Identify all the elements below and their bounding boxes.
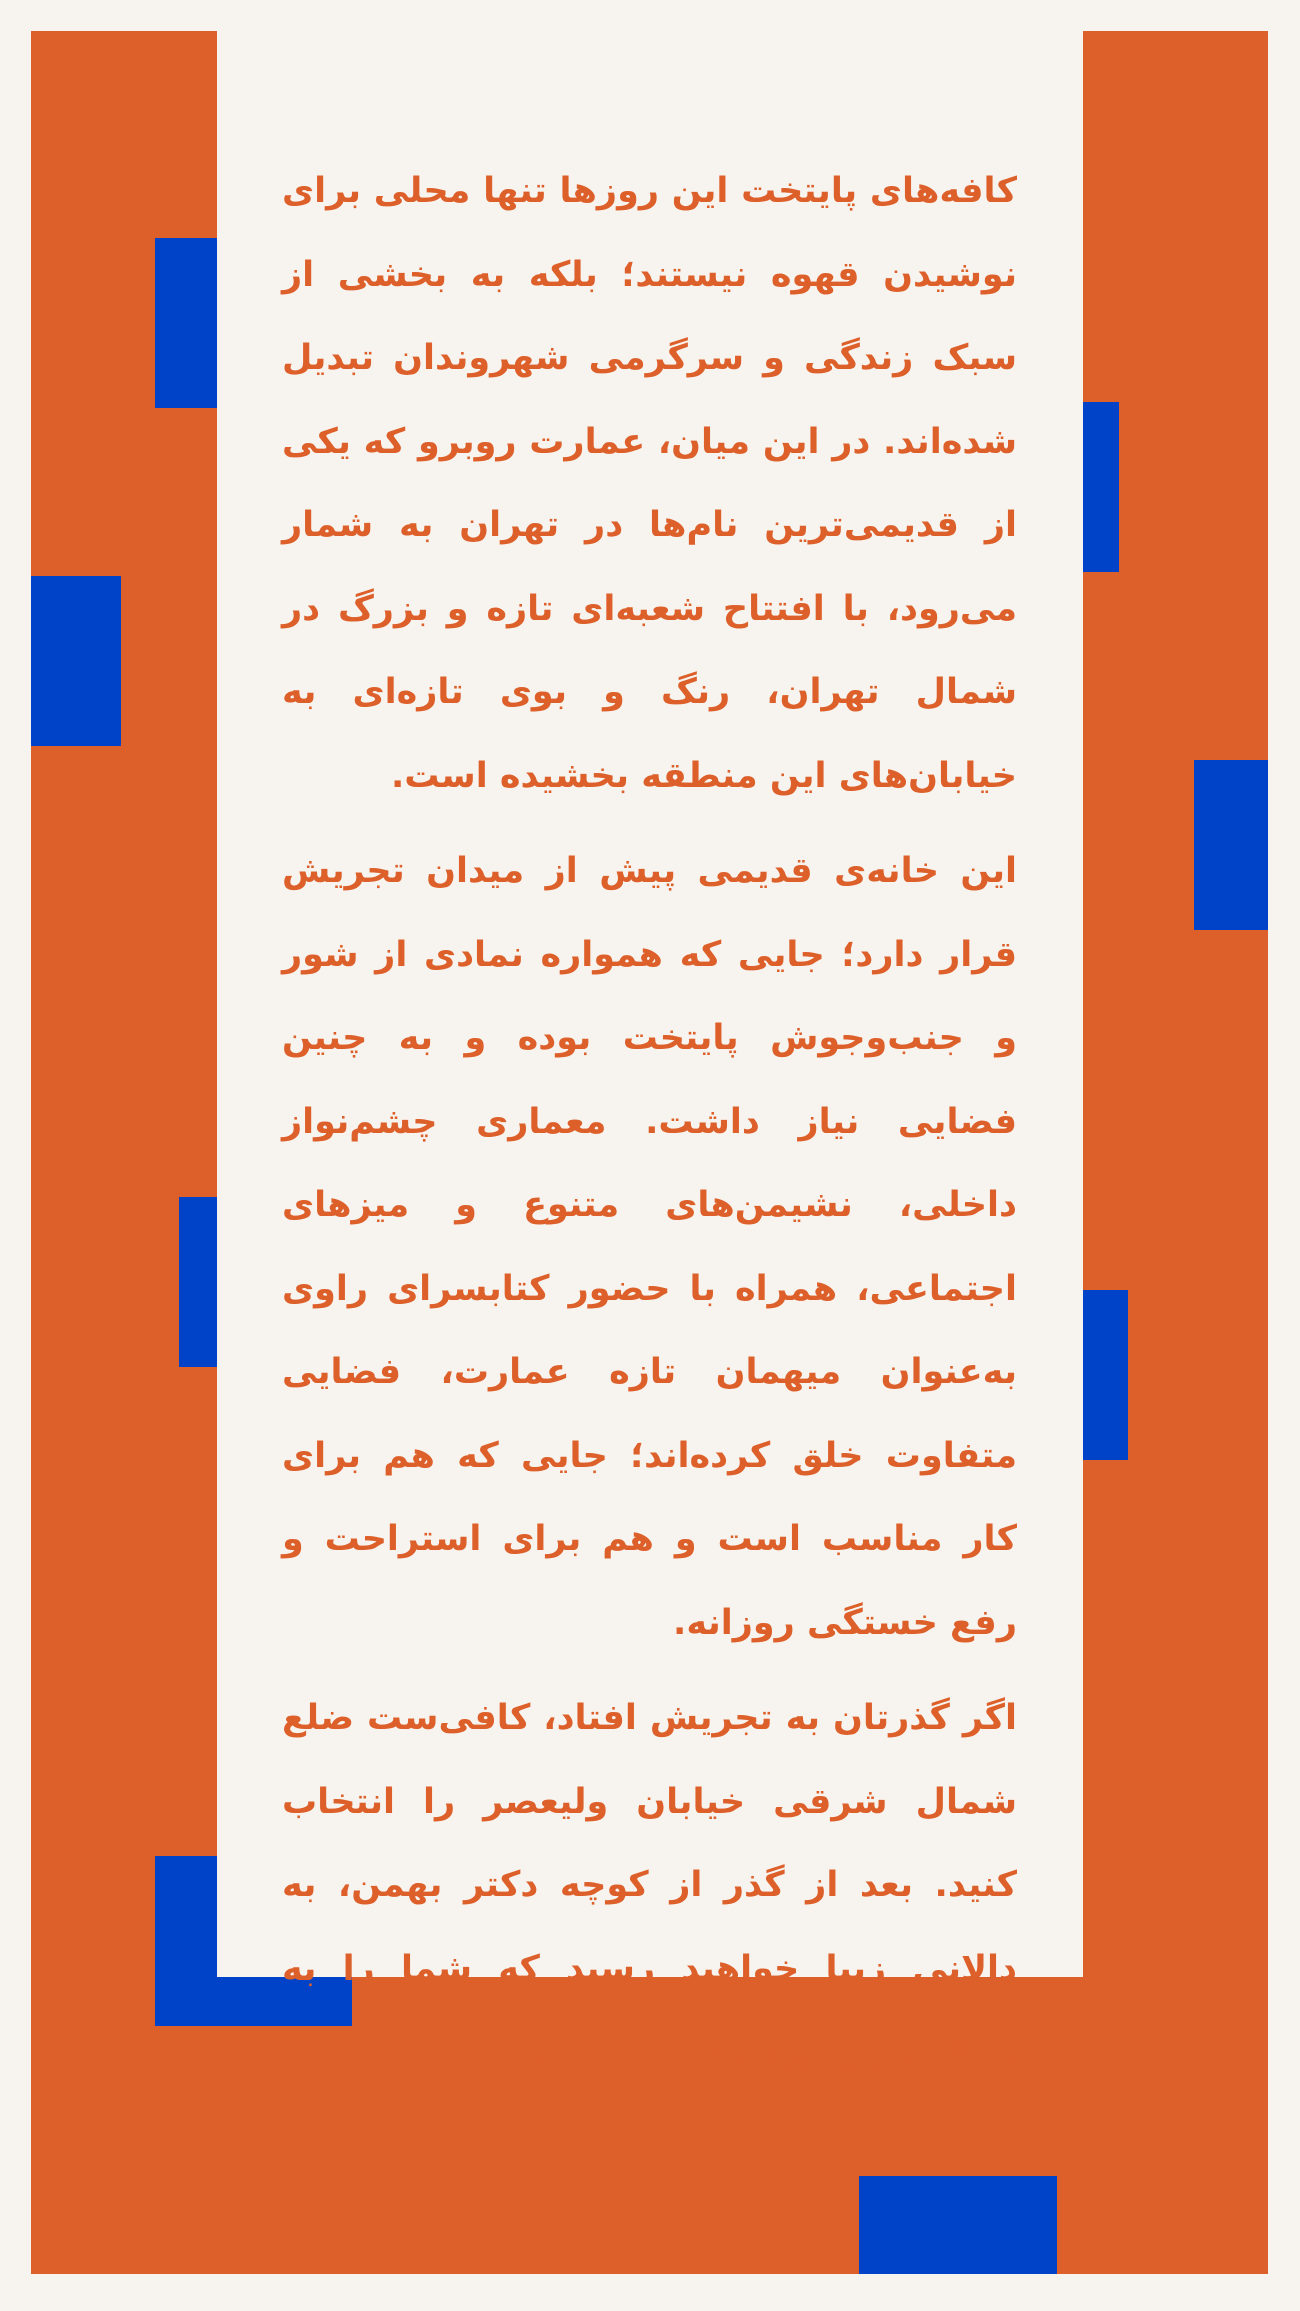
blue-block-left-top xyxy=(155,238,219,408)
article-paragraph-3: اگر گذرتان به تجریش افتاد، کافی‌ست ضلع شمال شرقی خیابان ولیعصر را انتخاب کنید. بعد از گذر از کوچه دکتر بهمن، به دالانی زیبا خواهید رسید که شما را به عمارت روبرو هدایت می‌کند. xyxy=(282,1698,1017,2072)
blue-block-bottom xyxy=(859,2176,1057,2274)
blue-block-right-top xyxy=(1081,402,1119,572)
blue-block-left-edge xyxy=(31,576,121,746)
article-paragraph-2: این خانه‌ی قدیمی پیش از میدان تجریش قرار دارد؛ جایی که همواره نمادی از شور و جنب‌وجوش پایتخت بوده و به چنین فضایی نیاز داشت. معماری چشم‌نواز داخلی، نشیمن‌های متنوع و میزهای اجتماعی، همراه با حضور کتابسرای راوی به‌عنوان میهمان تازه عمارت، فضایی متفاوت خلق کرده‌اند؛ جایی که هم برای کار مناسب است و هم برای استراحت و رفع خستگی روزانه. xyxy=(282,851,1017,1643)
blue-block-left-middle xyxy=(179,1197,219,1367)
blue-block-right-edge xyxy=(1194,760,1268,930)
article-paragraph-1: کافه‌های پایتخت این روزها تنها محلی برای نوشیدن قهوه نیستند؛ بلکه به بخشی از سبک زندگی و سرگرمی شهروندان تبدیل شده‌اند. در این میان، عمارت روبرو که یکی از قدیمی‌ترین نام‌ها در تهران به شمار می‌رود، با افتتاح شعبه‌ای تازه و بزرگ در شمال تهران، رنگ و بوی تازه‌ای به خیابان‌های این منطقه بخشیده است. xyxy=(282,171,1017,796)
blue-block-right-middle xyxy=(1081,1290,1128,1460)
article-body xyxy=(282,150,1017,2107)
